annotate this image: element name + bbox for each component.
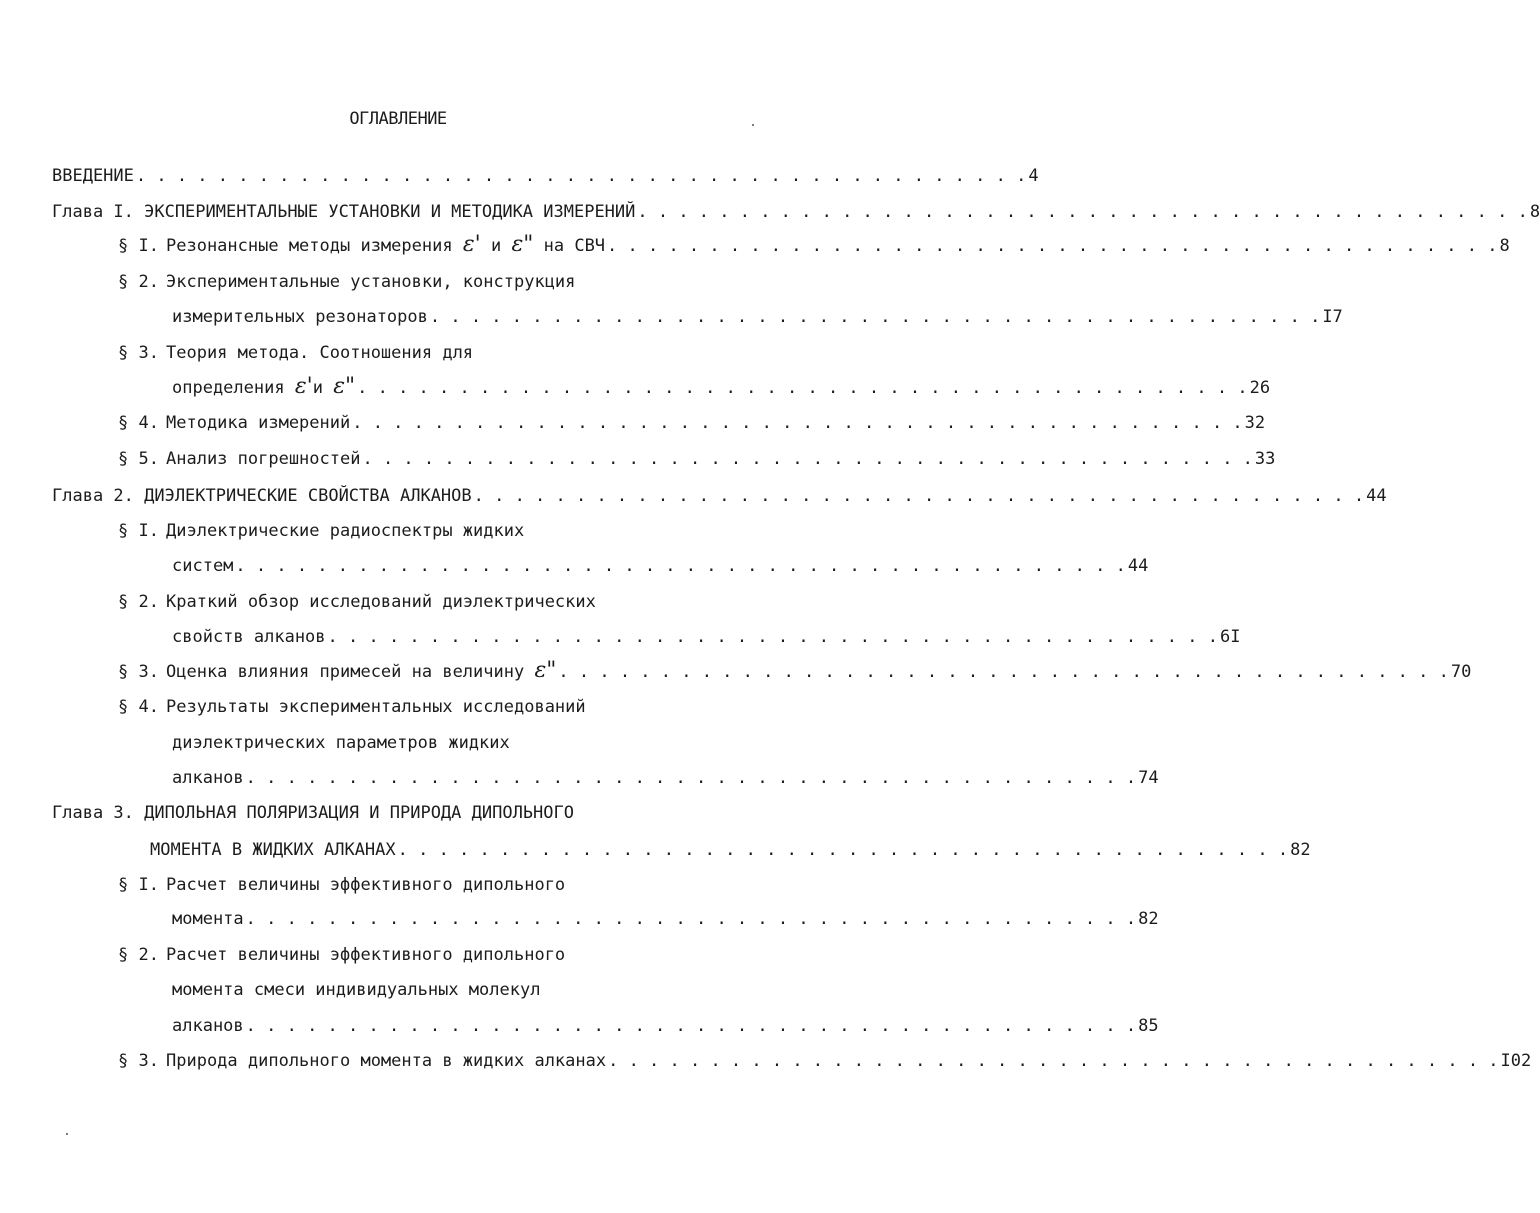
epsilon-double-prime-symbol: ε" xyxy=(534,658,557,683)
toc-entry-text: измерительных резонаторов xyxy=(172,307,428,327)
section-number: § 2. xyxy=(118,945,159,965)
toc-entry-text: Глава 3. ДИПОЛЬНАЯ ПОЛЯРИЗАЦИЯ И ПРИРОДА ДИПОЛЬНОГО xyxy=(52,803,574,823)
toc-entry-text xyxy=(118,658,556,685)
section-title: момента смеси индивидуальных молекул xyxy=(172,980,541,1000)
page-number: 26 xyxy=(1249,378,1271,398)
toc-entry-intro xyxy=(52,163,1039,189)
dot-leader: . . . . . . . . . . . . . . . . . . . . . . . . . . . . . . . . . . . . . . . . . . . . xyxy=(352,413,1243,433)
section-title: Методика измерений xyxy=(166,413,351,433)
toc-section-3-2 xyxy=(172,1013,1159,1039)
dot-leader: . . . . . . . . . . . . . . . . . . . . . . . . . . . . . . . . . . . . . . . . . . . . xyxy=(362,449,1253,469)
page-number: I02 xyxy=(1500,1051,1532,1071)
section-number: § I. xyxy=(118,521,159,541)
toc-entry-text xyxy=(118,232,605,259)
toc-entry-text: свойств алканов xyxy=(172,627,326,647)
dot-leader: . . . . . . . . . . . . . . . . . . . . . . . . . . . . . . . . . . . . . . . . . . . . xyxy=(245,768,1137,788)
section-title: Краткий обзор исследований диэлектрических xyxy=(166,592,596,612)
toc-section-2-3 xyxy=(118,658,1472,684)
page-number: 85 xyxy=(1138,1016,1159,1036)
epsilon-prime-symbol: ε' xyxy=(294,374,313,399)
section-title-suffix: на СВЧ xyxy=(543,236,606,256)
conjunction: и xyxy=(312,378,323,398)
section-title: Экспериментальные установки, конструкция xyxy=(166,272,576,292)
conjunction: и xyxy=(490,236,502,256)
dot-leader: . . . . . . . . . . . . . . . . . . . . . . . . . . . . . . . . . . . . . . . . . . . . xyxy=(637,202,1528,222)
page-number: 82 xyxy=(1138,909,1159,929)
section-number: § 2. xyxy=(118,592,159,612)
toc-entry-text xyxy=(118,410,350,436)
toc-section-2-2-line1 xyxy=(118,589,596,615)
section-title: Оценка влияния примесей на величину xyxy=(166,662,525,682)
page-number: 8 xyxy=(1529,202,1540,222)
dot-leader: . . . . . . . . . . . . . . . . . . . . . . . . . . . . . . . . . . . . . . . . . . . . xyxy=(327,627,1218,647)
toc-entry-text: систем xyxy=(172,556,234,576)
section-title: Резонансные методы измерения xyxy=(166,236,453,256)
page-number: 33 xyxy=(1254,449,1276,469)
dot-leader: . . . . . . . . . . . . . . . . . . . . . . . . . . . . . . . . . . . . . . . . . . . . xyxy=(473,486,1365,506)
section-number: § 5. xyxy=(118,449,159,469)
toc-section-2-2 xyxy=(172,624,1241,650)
page-number: 4 xyxy=(1028,166,1039,186)
toc-section-1-2-line1 xyxy=(118,269,575,295)
page-number: 44 xyxy=(1127,556,1149,576)
section-title: диэлектрических параметров жидких xyxy=(172,733,510,753)
page-number: 44 xyxy=(1366,486,1387,506)
toc-entry-text: момента xyxy=(172,909,244,929)
dot-leader: . . . . . . . . . . . . . . . . . . . . . . . . . . . . . . . . . . . . . . . . . . . . xyxy=(245,1016,1137,1036)
section-number: § I. xyxy=(118,875,159,895)
toc-section-1-3-line1 xyxy=(118,340,473,366)
toc-section-3-3 xyxy=(118,1048,1532,1074)
toc-section-1-2 xyxy=(172,304,1343,330)
section-title: Природа дипольного момента в жидких алканах xyxy=(166,1051,607,1071)
section-number: § 4. xyxy=(118,413,159,433)
toc-entry-text xyxy=(118,1048,606,1074)
toc-chapter-2 xyxy=(52,483,1387,509)
toc-entry-text: МОМЕНТА В ЖИДКИХ АЛКАНАХ xyxy=(150,840,396,860)
dot-leader: . . . . . . . . . . . . . . . . . . . . . . . . . . . . . . . . . . . . . . . . . . . . xyxy=(135,166,1027,186)
toc-section-3-2-line2 xyxy=(172,977,540,1003)
toc-section-3-1-line1 xyxy=(118,872,565,898)
section-number: § 4. xyxy=(118,697,159,717)
toc-section-1-3 xyxy=(172,374,1271,400)
section-number: § 3. xyxy=(118,662,159,682)
dot-leader: . . . . . . . . . . . . . . . . . . . . . . . . . . . . . . . . . . . . . . . . . . . . xyxy=(357,378,1248,398)
scan-speck xyxy=(752,124,754,126)
dot-leader: . . . . . . . . . . . . . . . . . . . . . . . . . . . . . . . . . . . . . . . . . . . . xyxy=(245,909,1137,929)
toc-chapter-3 xyxy=(150,837,1311,863)
toc-entry-text: ВВЕДЕНИЕ xyxy=(52,166,134,186)
toc-section-1-4 xyxy=(118,410,1266,436)
epsilon-prime-symbol: ε' xyxy=(462,232,481,257)
toc-section-2-1 xyxy=(172,553,1149,579)
page-number: 6I xyxy=(1219,627,1241,647)
toc-chapter-1 xyxy=(52,199,1540,225)
toc-section-2-1-line1 xyxy=(118,518,524,544)
toc-chapter-3-line1 xyxy=(52,800,574,826)
dot-leader: . . . . . . . . . . . . . . . . . . . . . . . . . . . . . . . . . . . . . . . . . . . . xyxy=(397,840,1289,860)
toc-section-1-5 xyxy=(118,446,1276,472)
page-number: 32 xyxy=(1244,413,1266,433)
toc-entry-text: Глава I. ЭКСПЕРИМЕНТАЛЬНЫЕ УСТАНОВКИ И МЕТОДИКА ИЗМЕРЕНИЙ xyxy=(52,202,636,222)
section-title: Расчет величины эффективного дипольного xyxy=(166,875,566,895)
toc-entry-text xyxy=(118,446,360,472)
dot-leader: . . . . . . . . . . . . . . . . . . . . . . . . . . . . . . . . . . . . . . . . . . . . xyxy=(558,662,1449,682)
toc-section-3-2-line1 xyxy=(118,942,565,968)
toc-section-1-1 xyxy=(118,232,1510,258)
page-number: I7 xyxy=(1322,307,1343,327)
toc-entry-text: алканов xyxy=(172,768,244,788)
dot-leader: . . . . . . . . . . . . . . . . . . . . . . . . . . . . . . . . . . . . . . . . . . . . xyxy=(608,1051,1499,1071)
toc-entry-text: Глава 2. ДИЭЛЕКТРИЧЕСКИЕ СВОЙСТВА АЛКАНОВ xyxy=(52,486,472,506)
section-number: § I. xyxy=(118,236,159,256)
toc-section-2-4 xyxy=(172,765,1159,791)
section-number: § 3. xyxy=(118,343,159,363)
epsilon-double-prime-symbol: ε" xyxy=(333,374,356,399)
toc-entry-text xyxy=(172,374,355,401)
toc-section-3-1 xyxy=(172,906,1159,932)
section-title: Анализ погрешностей xyxy=(166,449,361,469)
page-number: 8 xyxy=(1499,236,1510,256)
toc-entry-text: алканов xyxy=(172,1016,244,1036)
toc-section-2-4-line1 xyxy=(118,694,586,720)
section-number: § 3. xyxy=(118,1051,159,1071)
page-number: 74 xyxy=(1138,768,1159,788)
toc-section-2-4-line2 xyxy=(172,730,510,756)
dot-leader: . . . . . . . . . . . . . . . . . . . . . . . . . . . . . . . . . . . . . . . . . . . . xyxy=(235,556,1126,576)
dot-leader: . . . . . . . . . . . . . . . . . . . . . . . . . . . . . . . . . . . . . . . . . . . . xyxy=(607,236,1498,256)
dot-leader: . . . . . . . . . . . . . . . . . . . . . . . . . . . . . . . . . . . . . . . . . . . . xyxy=(429,307,1321,327)
section-title: Результаты экспериментальных исследований xyxy=(166,697,586,717)
section-title: Диэлектрические радиоспектры жидких xyxy=(166,521,525,541)
section-number: § 2. xyxy=(118,272,159,292)
section-title: определения xyxy=(172,378,285,398)
scan-speck xyxy=(66,1133,68,1135)
page-number: 70 xyxy=(1450,662,1472,682)
page-number: 82 xyxy=(1290,840,1311,860)
epsilon-double-prime-symbol: ε" xyxy=(511,232,534,257)
page-title: ОГЛАВЛЕНИЕ xyxy=(349,109,447,129)
section-title: Расчет величины эффективного дипольного xyxy=(166,945,566,965)
section-title: Теория метода. Соотношения для xyxy=(166,343,474,363)
